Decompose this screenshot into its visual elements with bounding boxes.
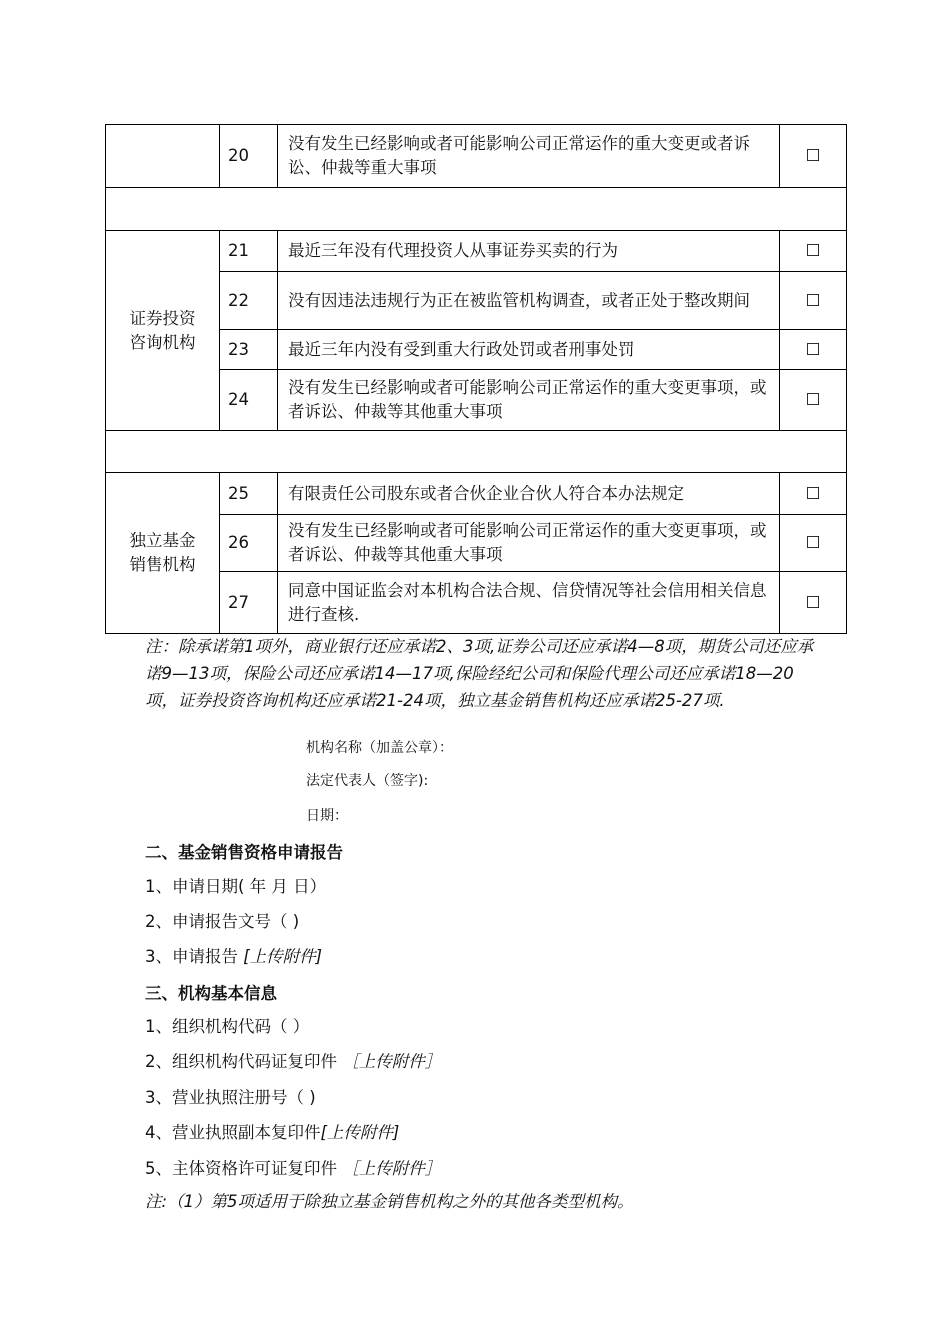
- qualification-license-upload-row: 5、主体资格许可证复印件 ［上传附件］: [145, 1159, 442, 1178]
- checkbox[interactable]: ☐: [780, 473, 847, 515]
- date-label: 日期：: [306, 808, 348, 824]
- upload-link[interactable]: [上传附件]: [320, 1123, 400, 1142]
- org-code-cert-upload-row: 2、组织机构代码证复印件 ［上传附件］: [145, 1052, 442, 1071]
- table-row: [106, 125, 847, 188]
- table-row: [106, 231, 847, 272]
- checkbox[interactable]: ☐: [780, 231, 847, 272]
- category-securities-advisory: 证券投资 咨询机构: [106, 231, 220, 431]
- item-number: 22: [220, 272, 278, 330]
- section-3-title: 三、机构基本信息: [145, 984, 277, 1003]
- table-separator-row: [106, 188, 847, 231]
- upload-link[interactable]: ［上传附件］: [342, 1052, 442, 1071]
- apply-date-field[interactable]: 1、申请日期( 年 月 日）: [145, 877, 327, 896]
- item-number: 23: [220, 330, 278, 370]
- item-number: 20: [220, 125, 278, 188]
- legal-rep-label: 法定代表人（签字):: [306, 773, 429, 789]
- org-code-field[interactable]: 1、组织机构代码（ ）: [145, 1017, 310, 1036]
- checkbox[interactable]: ☐: [780, 272, 847, 330]
- item-text: 有限责任公司股东或者合伙企业合伙人符合本办法规定: [278, 473, 780, 515]
- table-row: [106, 473, 847, 515]
- item-number: 25: [220, 473, 278, 515]
- checkbox[interactable]: ☐: [780, 330, 847, 370]
- item-text: 没有发生已经影响或者可能影响公司正常运作的重大变更事项，或者诉讼、仲裁等其他重大事项: [278, 370, 780, 431]
- item-number: 21: [220, 231, 278, 272]
- item-text: 没有发生已经影响或者可能影响公司正常运作的重大变更事项，或者诉讼、仲裁等其他重大事项: [278, 515, 780, 572]
- upload-link[interactable]: ［上传附件］: [342, 1159, 442, 1178]
- business-license-copy-upload-row: 4、营业执照副本复印件[上传附件]: [145, 1123, 400, 1142]
- category-cell-empty: [106, 125, 220, 188]
- commitment-note: 注：除承诺第1项外，商业银行还应承诺2、3项,证券公司还应承诺4—8项，期货公司还应承诺9—13项，保险公司还应承诺14—17项,保险经纪公司和保险代理公司还应承诺18—20项，证券投资咨询机构还应承诺21-24项，独立基金销售机构还应承诺25-27项.: [145, 637, 814, 710]
- item-text: 同意中国证监会对本机构合法合规、信贷情况等社会信用相关信息进行查核.: [278, 572, 780, 634]
- checkbox[interactable]: ☐: [780, 370, 847, 431]
- item-text: 最近三年内没有受到重大行政处罚或者刑事处罚: [278, 330, 780, 370]
- section-3-note: 注:（1）第5项适用于除独立基金销售机构之外的其他各类型机构。: [145, 1192, 634, 1211]
- upload-link[interactable]: [上传附件]: [243, 947, 323, 966]
- item-text: 最近三年没有代理投资人从事证券买卖的行为: [278, 231, 780, 272]
- report-number-field[interactable]: 2、申请报告文号（ ): [145, 912, 300, 931]
- item-text: 没有发生已经影响或者可能影响公司正常运作的重大变更或者诉讼、仲裁等重大事项: [278, 125, 780, 188]
- item-text: 没有因违法违规行为正在被监管机构调查，或者正处于整改期间: [278, 272, 780, 330]
- report-upload-row: 3、申请报告 [上传附件]: [145, 947, 323, 966]
- commitment-table: [105, 124, 847, 634]
- section-2-title: 二、基金销售资格申请报告: [145, 843, 343, 862]
- checkbox[interactable]: ☐: [780, 572, 847, 634]
- org-name-label: 机构名称（加盖公章）：: [306, 740, 453, 756]
- table-separator-row: [106, 431, 847, 473]
- business-license-number-field[interactable]: 3、营业执照注册号（ ): [145, 1088, 316, 1107]
- checkbox[interactable]: ☐: [780, 515, 847, 572]
- item-number: 24: [220, 370, 278, 431]
- item-number: 26: [220, 515, 278, 572]
- category-independent-fund-sales: 独立基金 销售机构: [106, 473, 220, 634]
- item-number: 27: [220, 572, 278, 634]
- checkbox[interactable]: ☐: [780, 125, 847, 188]
